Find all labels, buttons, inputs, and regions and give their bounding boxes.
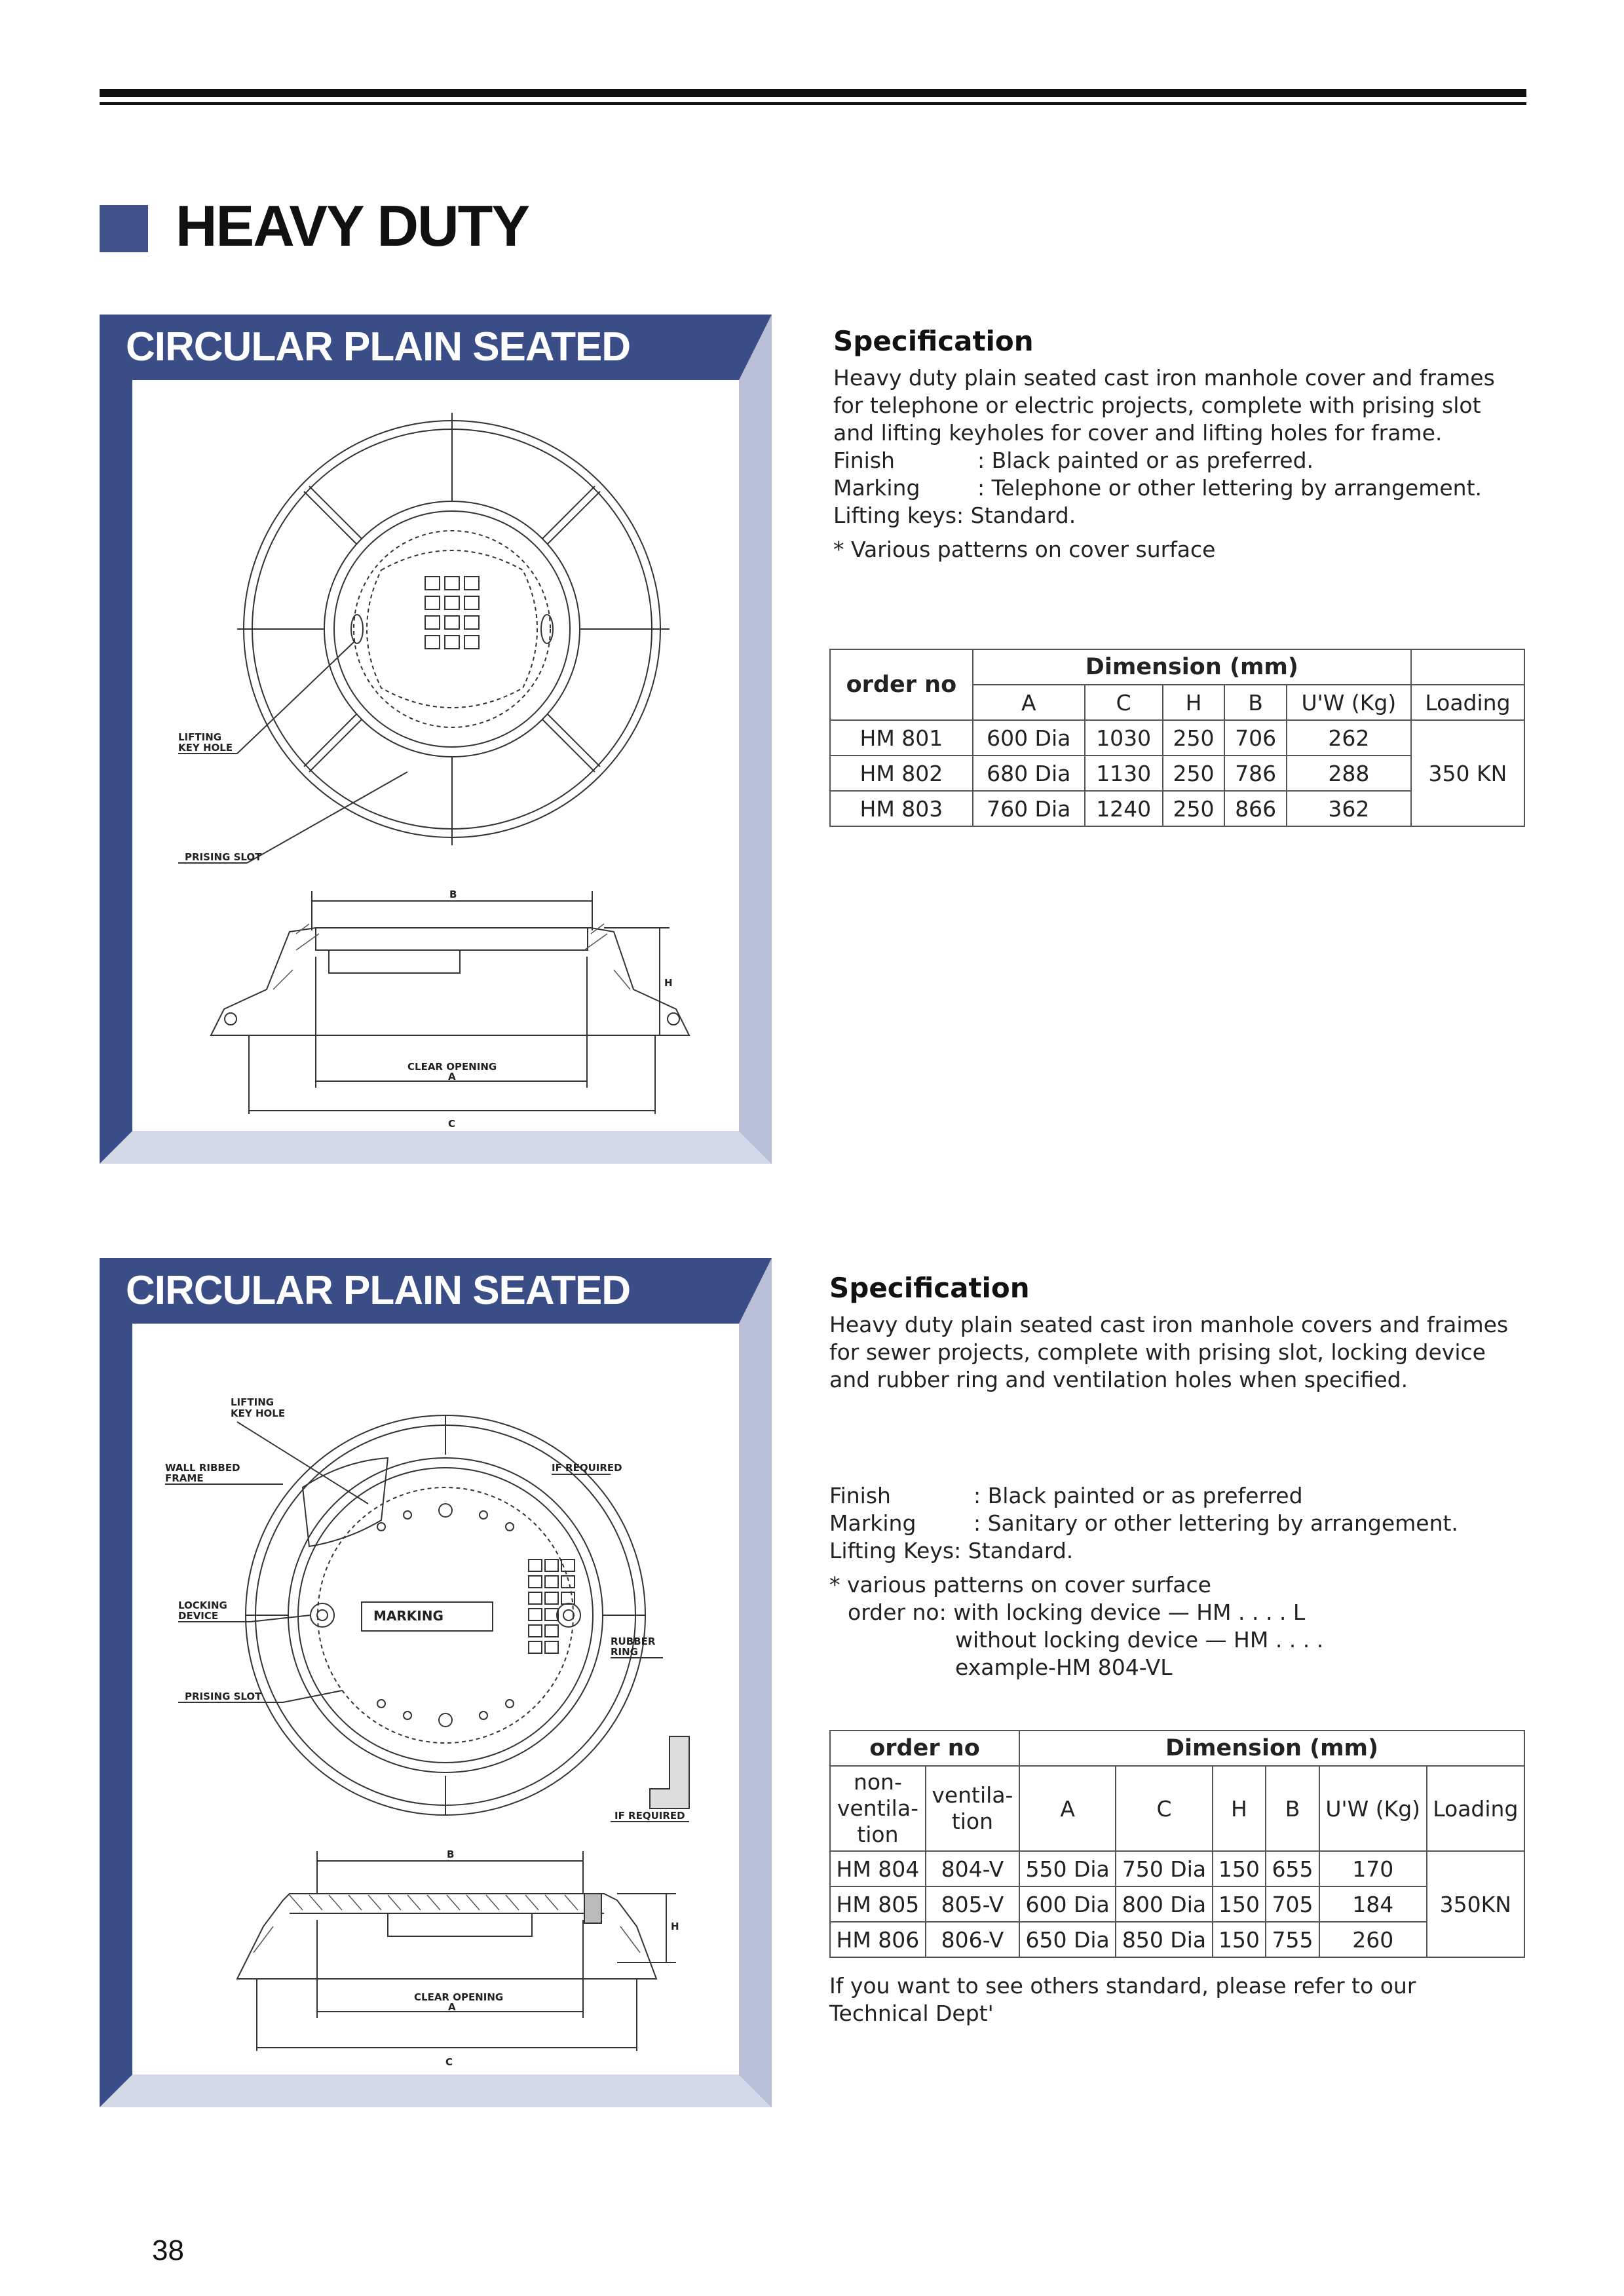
cell-b: 786 (1224, 756, 1287, 791)
label-c: C (448, 1118, 456, 1130)
title-square-icon (100, 205, 148, 252)
cell-nonvent: HM 805 (830, 1886, 926, 1922)
cell-c: 800 Dia (1116, 1886, 1212, 1922)
spec-1-note: * Various patterns on cover surface (833, 537, 1216, 562)
spec-2-footnote (829, 1972, 1484, 2027)
label-prising-slot: PRISING SLOT (185, 851, 262, 863)
dimension-table-1 (829, 649, 1525, 827)
spec-1 (833, 325, 1528, 564)
cell-uw: 262 (1287, 720, 1411, 756)
cell-loading: 350 KN (1411, 720, 1524, 826)
spec-2-order-line-2: without locking device — HM . . . . (955, 1627, 1324, 1653)
cell-c: 1030 (1085, 720, 1163, 756)
spec-2 (829, 1274, 1524, 1394)
spec-2-order-line-3: example-HM 804-VL (955, 1655, 1173, 1680)
spec-2-marking-key: Marking (829, 1510, 916, 1536)
table-row (830, 1886, 1524, 1922)
dimension-table-2 (829, 1730, 1525, 1958)
spec-2-details (829, 1482, 1524, 1681)
spec-2-order-line-1: order no: with locking device — HM . . . . L (848, 1599, 1306, 1625)
table-1-col-c: C (1085, 685, 1163, 720)
cell-b: 705 (1266, 1886, 1319, 1922)
cell-uw: 288 (1287, 756, 1411, 791)
cell-a: 600 Dia (1019, 1886, 1116, 1922)
manhole-drawing-1 (132, 380, 739, 1131)
top-rule-thin (100, 102, 1526, 105)
label2-if-required-bottom: IF REQUIRED (614, 1810, 685, 1822)
spec-2-marking-row (829, 1510, 1524, 1537)
manhole-drawing-2 (132, 1324, 739, 2075)
table-2-col-b: B (1266, 1766, 1319, 1851)
spec-2-finish-row (829, 1482, 1524, 1510)
label2-marking: MARKING (373, 1608, 444, 1624)
table-2-col-c: C (1116, 1766, 1212, 1851)
label2-wall-ribbed-1: WALL RIBBED (165, 1462, 240, 1474)
cell-a: 650 Dia (1019, 1922, 1116, 1957)
spec-2-marking-value: : Sanitary or other lettering by arrangement. (973, 1510, 1458, 1536)
cell-b: 755 (1266, 1922, 1319, 1957)
cell-a: 600 Dia (973, 720, 1085, 756)
spec-2-paragraph: Heavy duty plain seated cast iron manhole covers and fraimes for sewer projects, complete with prising slot, locking device and rubber ring and ventilation holes when specified. (829, 1312, 1509, 1392)
spec-1-marking-row (833, 474, 1528, 502)
label2-if-required-top: IF REQUIRED (552, 1462, 622, 1474)
spec-2-finish-value: : Black painted or as preferred (973, 1483, 1303, 1508)
label2-rubber-2: RING (611, 1646, 638, 1658)
label2-c: C (445, 2056, 453, 2068)
cell-uw: 260 (1319, 1922, 1427, 1957)
panel-2 (100, 1258, 772, 2107)
spec-1-marking-value: : Telephone or other lettering by arrangement. (977, 475, 1482, 501)
table-1-blank (1411, 649, 1524, 685)
spec-1-marking-key: Marking (833, 475, 920, 501)
drawing-1 (132, 380, 739, 1131)
panel-1-title: CIRCULAR PLAIN SEATED (126, 324, 631, 370)
label-lifting-key-hole-1: LIFTING (178, 731, 222, 743)
spec-1-finish-value: : Black painted or as preferred. (977, 448, 1314, 473)
spec-1-lifting-keys: Lifting keys: Standard. (833, 503, 1076, 528)
cell-nonvent: HM 806 (830, 1922, 926, 1957)
cell-vent: 805-V (926, 1886, 1019, 1922)
table-2-col-a: A (1019, 1766, 1116, 1851)
spec-2-finish-key: Finish (829, 1483, 891, 1508)
page-title: HEAVY DUTY (176, 193, 529, 258)
label-a: A (448, 1071, 456, 1082)
top-rule-thick (100, 89, 1526, 97)
cell-uw: 362 (1287, 791, 1411, 826)
cell-a: 760 Dia (973, 791, 1085, 826)
table-2-col-loading: Loading (1427, 1766, 1524, 1851)
panel-1 (100, 315, 772, 1164)
table-2-col-h: H (1213, 1766, 1266, 1851)
label2-rubber-1: RUBBER (611, 1636, 656, 1647)
table-1-order-no-header: order no (830, 649, 973, 720)
table-row (830, 1851, 1524, 1886)
table-1-col-a: A (973, 685, 1085, 720)
cell-c: 850 Dia (1116, 1922, 1212, 1957)
table-2-vent-header: ventila- tion (926, 1766, 1019, 1851)
cell-uw: 170 (1319, 1851, 1427, 1886)
cell-h: 250 (1163, 791, 1225, 826)
cell-h: 150 (1213, 1922, 1266, 1957)
spec-2-heading: Specification (829, 1272, 1030, 1304)
cell-loading: 350KN (1427, 1851, 1524, 1957)
label-lifting-key-hole-2: KEY HOLE (178, 742, 233, 754)
table-1-col-loading: Loading (1411, 685, 1524, 720)
panel-2-title: CIRCULAR PLAIN SEATED (126, 1268, 631, 1313)
cell-uw: 184 (1319, 1886, 1427, 1922)
cell-b: 655 (1266, 1851, 1319, 1886)
label2-lifting-2: KEY HOLE (231, 1407, 286, 1419)
table-2-order-no-header: order no (830, 1731, 1019, 1766)
label-clear-opening: CLEAR OPENING (407, 1061, 497, 1073)
cell-order: HM 803 (830, 791, 973, 826)
cell-vent: 806-V (926, 1922, 1019, 1957)
cell-a: 680 Dia (973, 756, 1085, 791)
label2-prising-slot: PRISING SLOT (185, 1691, 262, 1702)
label-h: H (664, 977, 673, 989)
label2-wall-ribbed-2: FRAME (165, 1472, 204, 1484)
spec-1-heading: Specification (833, 325, 1034, 357)
spec-1-finish-key: Finish (833, 448, 895, 473)
spec-1-finish-row (833, 447, 1528, 474)
label2-locking-2: DEVICE (178, 1610, 219, 1622)
table-1-col-b: B (1224, 685, 1287, 720)
label2-lifting-1: LIFTING (231, 1396, 274, 1408)
cell-order: HM 801 (830, 720, 973, 756)
table-2-col-uw: U'W (Kg) (1319, 1766, 1427, 1851)
cell-h: 250 (1163, 720, 1225, 756)
label2-h: H (671, 1921, 679, 1932)
label2-locking-1: LOCKING (178, 1599, 227, 1611)
cell-b: 866 (1224, 791, 1287, 826)
drawing-2 (132, 1324, 739, 2075)
spec-1-paragraph: Heavy duty plain seated cast iron manhole cover and frames for telephone or electric projects, complete with prising slot and lifting keyholes for cover and lifting holes for frame. (833, 365, 1495, 446)
label2-a: A (448, 2001, 456, 2013)
table-row (830, 720, 1524, 756)
table-2-dimension-header: Dimension (mm) (1019, 1731, 1524, 1766)
cell-a: 550 Dia (1019, 1851, 1116, 1886)
cell-h: 150 (1213, 1886, 1266, 1922)
cell-nonvent: HM 804 (830, 1851, 926, 1886)
table-row (830, 1922, 1524, 1957)
cell-order: HM 802 (830, 756, 973, 791)
spec-2-lifting-keys: Lifting Keys: Standard. (829, 1538, 1074, 1563)
table-1-col-h: H (1163, 685, 1225, 720)
cell-vent: 804-V (926, 1851, 1019, 1886)
label2-clear-opening: CLEAR OPENING (414, 1991, 504, 2003)
cell-c: 1240 (1085, 791, 1163, 826)
spec-2-note: * various patterns on cover surface (829, 1572, 1211, 1598)
cell-c: 750 Dia (1116, 1851, 1212, 1886)
cell-b: 706 (1224, 720, 1287, 756)
cell-h: 250 (1163, 756, 1225, 791)
label-b: B (449, 889, 457, 900)
footnote-text: If you want to see others standard, please refer to our Technical Dept' (829, 1973, 1416, 2026)
cell-c: 1130 (1085, 756, 1163, 791)
table-1-dimension-header: Dimension (mm) (973, 649, 1411, 685)
cell-h: 150 (1213, 1851, 1266, 1886)
table-2-nonvent-header: non- ventila- tion (830, 1766, 926, 1851)
page-number: 38 (152, 2234, 184, 2267)
label2-b: B (447, 1848, 455, 1860)
table-1-col-uw: U'W (Kg) (1287, 685, 1411, 720)
